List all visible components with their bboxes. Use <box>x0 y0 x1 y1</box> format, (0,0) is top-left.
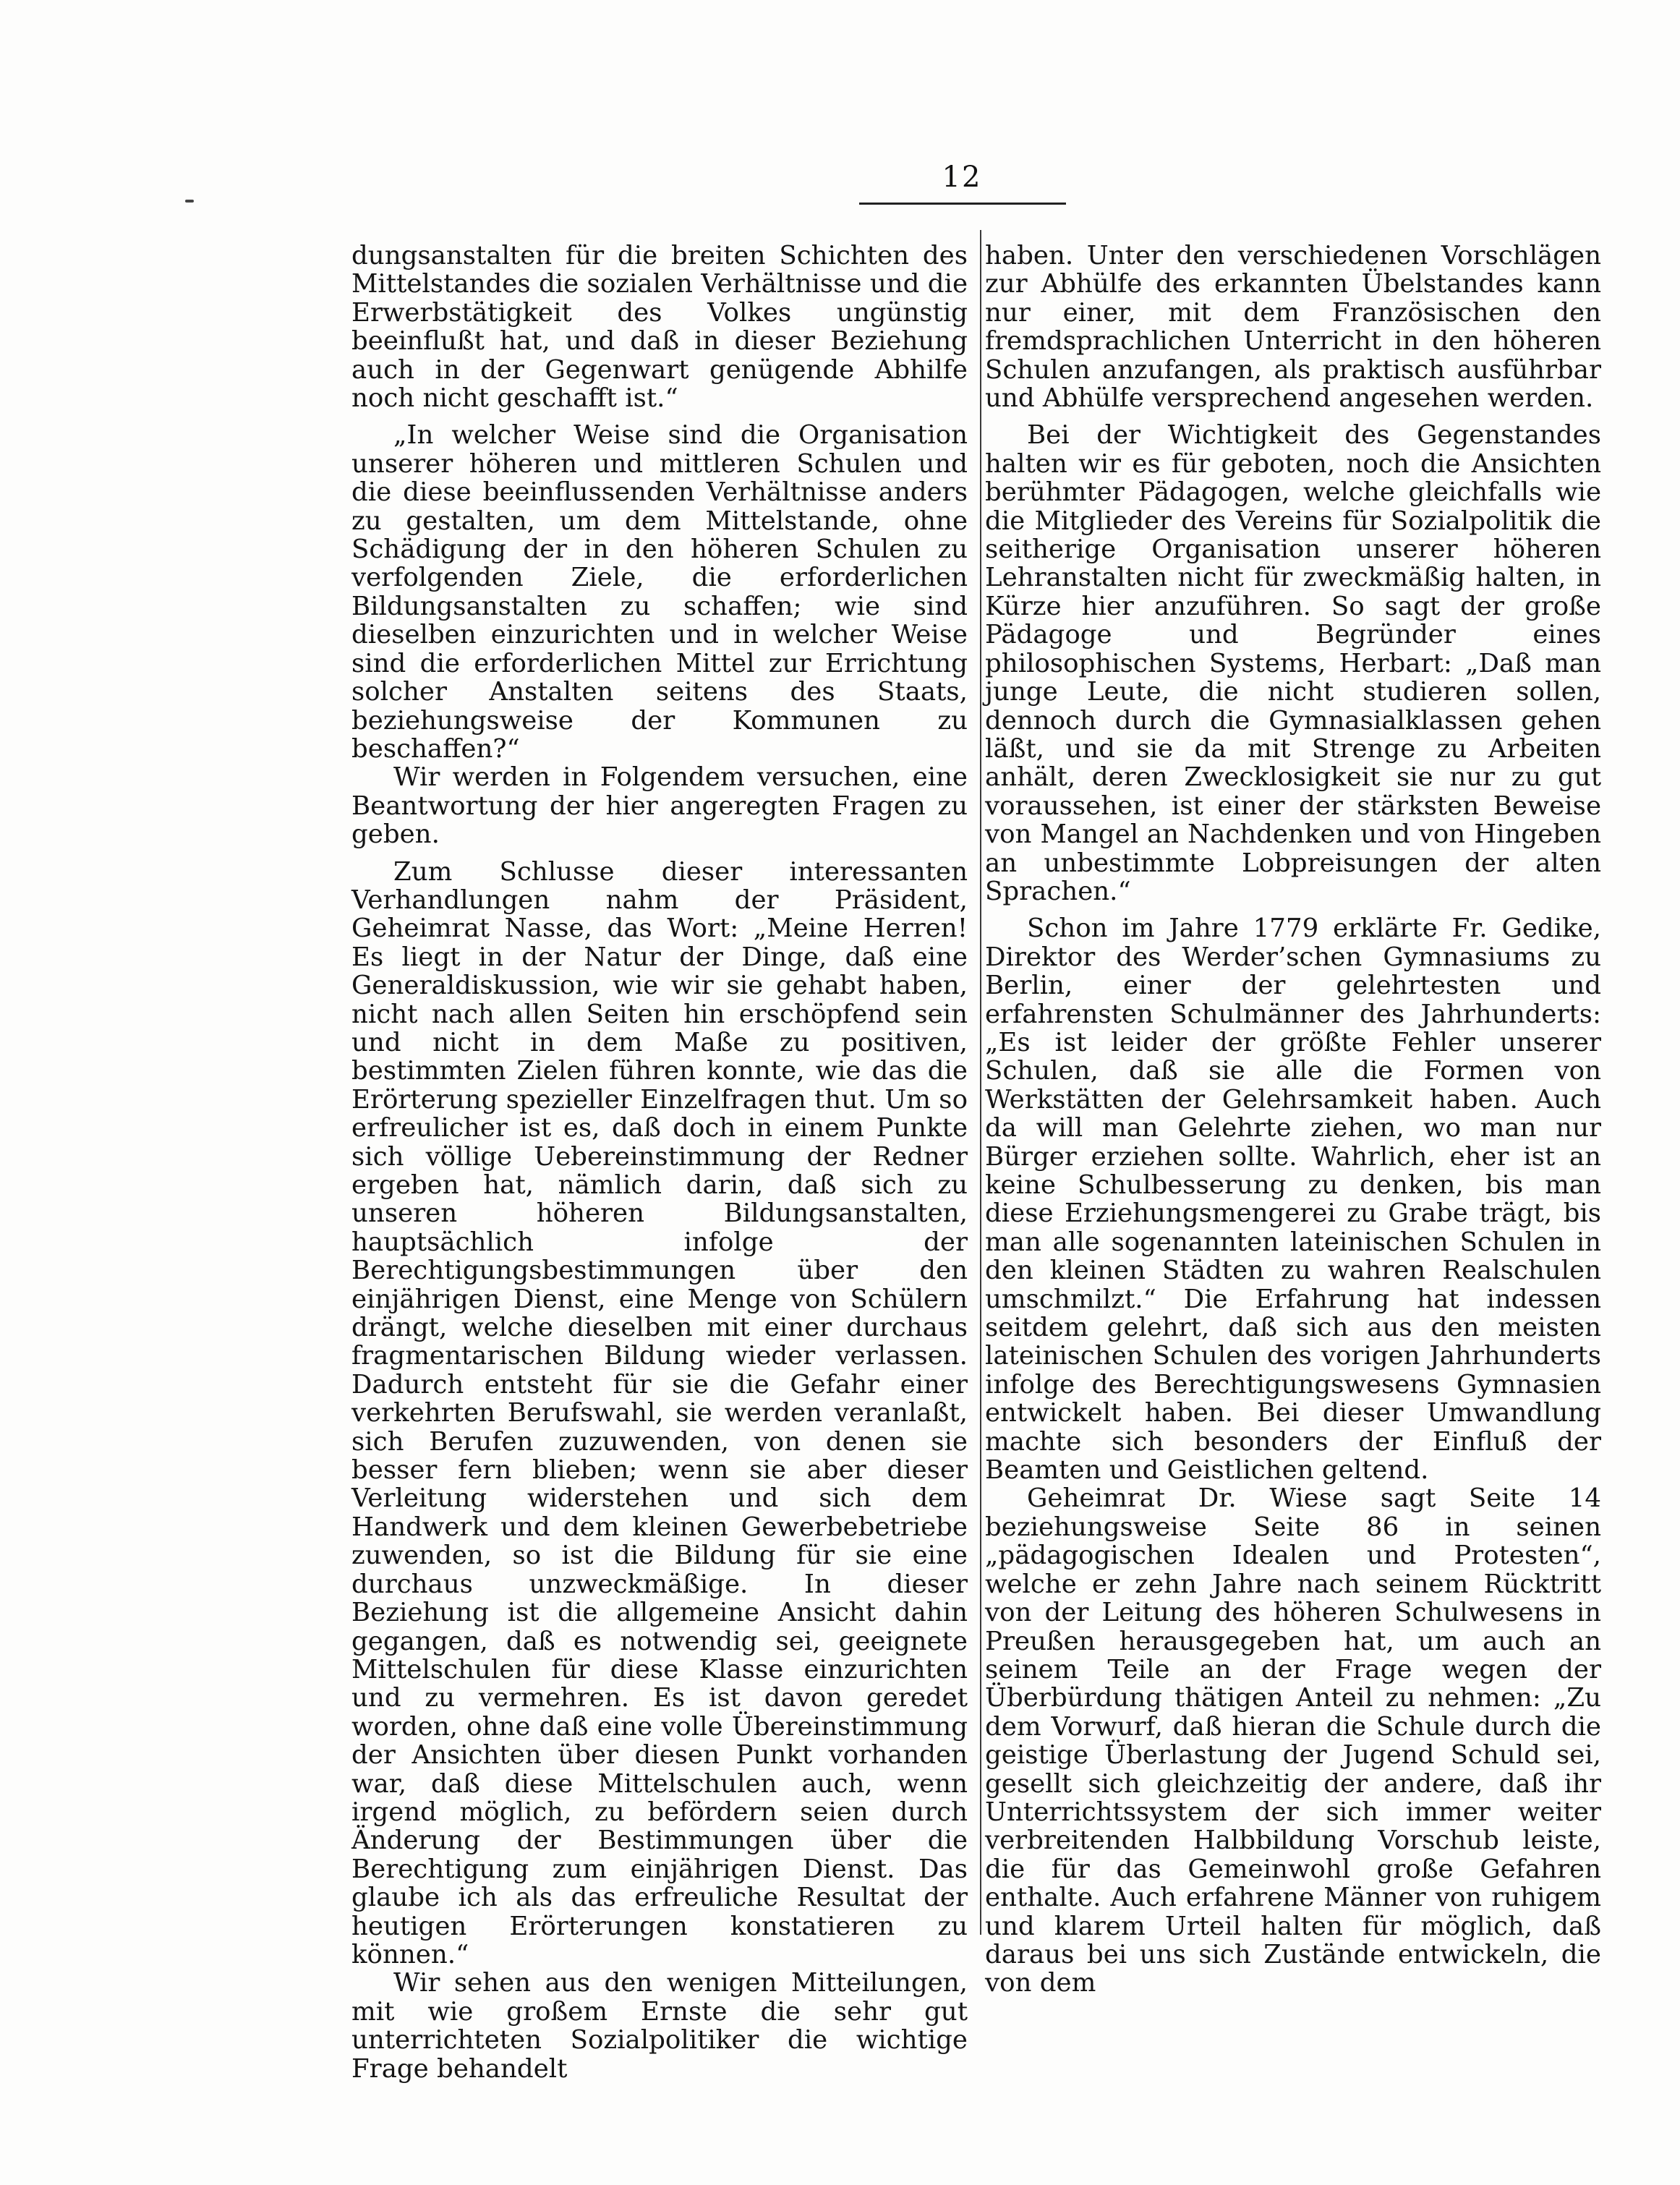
right-paragraph-3: Schon im Jahre 1779 erklärte Fr. Gedike, Direktor des Werder’schen Gymnasiums zu Berlin, einer der gelehrtesten und erfahrensten Schulmänner des Jahrhunderts: „Es ist leider der größte Fehler unserer Schulen, daß sie alle die Formen von Werkstätten der Gelehrsamkeit haben. Auch da will man Gelehrte ziehen, wo man nur Bürger erziehen sollte. Wahrlich, eher ist an keine Schulbesserung zu denken, bis man diese Erziehungsmengerei zu Grabe trägt, bis man alle sogenannten lateinischen Schulen in den kleinen Städten zu wahren Realschulen umschmilzt.“ Die Erfahrung hat indessen seitdem gelehrt, daß sich aus den meisten lateinischen Schulen des vorigen Jahrhunderts infolge des Berechtigungswesens Gymnasien entwickelt haben. Bei dieser Umwandlung machte sich besonders der Einfluß der Beamten und Geistlichen geltend. <box>985 913 1601 1486</box>
left-column <box>351 242 968 2083</box>
right-paragraph-4: Geheimrat Dr. Wiese sagt Seite 14 beziehungsweise Seite 86 in seinen „pädagogischen Idealen und Protesten“, welche er zehn Jahre nach seinem Rücktritt von der Leitung des höheren Schulwesens in Preußen herausgegeben hat, um auch an seinem Teile an der Frage wegen der Überbürdung thätigen Anteil zu nehmen: „Zu dem Vorwurf, daß hieran die Schule durch die geistige Überlastung der Jugend Schuld sei, gesellt sich gleichzeitig der andere, daß ihr Unterrichtssystem der sich immer weiter verbreitenden Halbbildung Vorschub leiste, die für das Gemeinwohl große Gefahren enthalte. Auch erfahrene Männer von ruhigem und klarem Urteil halten für möglich, daß daraus bei uns sich Zustände entwickeln, die von dem <box>985 1483 1601 1998</box>
left-paragraph-2: „In welcher Weise sind die Organisation unserer höheren und mittleren Schulen und die diese beeinflussenden Verhältnisse anders zu gestalten, um dem Mittelstande, ohne Schädigung der in den höheren Schulen zu verfolgenden Ziele, die erforderlichen Bildungsanstalten zu schaffen; wie sind dieselben einzurichten und in welcher Weise sind die erforderlichen Mittel zur Errichtung solcher Anstalten seitens des Staats, beziehungsweise der Kommunen zu beschaffen?“ <box>351 420 968 764</box>
left-paragraph-4: Zum Schlusse dieser interessanten Verhandlungen nahm der Präsident, Geheimrat Nasse, das Wort: „Meine Herren! Es liegt in der Natur der Dinge, daß eine Generaldiskussion, wie wir sie gehabt haben, nicht nach allen Seiten hin erschöpfend sein und nicht in dem Maße zu positiven, bestimmten Zielen führen konnte, wie das die Erörterung spezieller Einzelfragen thut. Um so erfreulicher ist es, daß doch in einem Punkte sich völlige Uebereinstimmung der Redner ergeben hat, nämlich darin, daß sich zu unseren höheren Bildungsanstalten, hauptsächlich infolge der Berechtigungsbestimmungen über den einjährigen Dienst, eine Menge von Schülern drängt, welche dieselben mit einer durchaus fragmentarischen Bildung wieder verlassen. Dadurch entsteht für sie die Gefahr einer verkehrten Berufswahl, sie werden veranlaßt, sich Berufen zuzuwenden, von denen sie besser fern blieben; wenn sie aber dieser Verleitung widerstehen und sich dem Handwerk und dem kleinen Gewerbebetriebe zuwenden, so ist die Bildung für sie eine durchaus unzweckmäßige. In dieser Beziehung ist die allgemeine Ansicht dahin gegangen, daß es notwendig sei, geeignete Mittelschulen für diese Klasse einzurichten und zu vermehren. Es ist davon geredet worden, ohne daß eine volle Übereinstimmung der Ansichten über diesen Punkt vorhanden war, daß diese Mittelschulen auch, wenn irgend möglich, zu befördern seien durch Änderung der Bestimmungen über die Berechtigung zum einjährigen Dienst. Das glaube ich als das erfreuliche Resultat der heutigen Erörterungen konstatieren zu können.“ <box>351 856 968 1969</box>
right-paragraph-2: Bei der Wichtigkeit des Gegenstandes halten wir es für geboten, noch die Ansichten berühmter Pädagogen, welche gleichfalls wie die Mitglieder des Vereins für Sozialpolitik die seitherige Organisation unserer höheren Lehranstalten nicht für zweckmäßig halten, in Kürze hier anzuführen. So sagt der große Pädagoge und Begründer eines philosophischen Systems, Herbart: „Daß man junge Leute, die nicht studieren sollen, dennoch durch die Gymnasialklassen gehen läßt, und sie da mit Strenge zu Arbeiten anhält, deren Zwecklosigkeit sie nur zu gut voraussehen, ist einer der stärksten Beweise von Mangel an Nachdenken und von Hingeben an unbestimmte Lobpreisungen der alten Sprachen.“ <box>985 420 1601 906</box>
right-column <box>985 242 1601 1998</box>
margin-mark <box>185 200 194 203</box>
left-paragraph-3: Wir werden in Folgendem versuchen, eine Beantwortung der hier angeregten Fragen zu geben. <box>351 762 968 850</box>
left-paragraph-5: Wir sehen aus den wenigen Mitteilungen, mit wie großem Ernste die sehr gut unterrichteten Sozialpolitiker die wichtige Frage behandelt <box>351 1968 968 2084</box>
column-divider <box>980 230 981 1935</box>
page-number: 12 <box>942 161 982 194</box>
page-number-rule <box>859 203 1066 205</box>
left-paragraph-1: dungsanstalten für die breiten Schichten des Mittelstandes die sozialen Verhältnisse und die Erwerbstätigkeit des Volkes ungünstig beeinflußt hat, und daß in dieser Beziehung auch in der Gegenwart genügende Abhilfe noch nicht geschafft ist.“ <box>351 241 968 414</box>
right-paragraph-1: haben. Unter den verschiedenen Vorschlägen zur Abhülfe des erkannten Übelstandes kann nur einer, mit dem Französischen den fremdsprachlichen Unterricht in den höheren Schulen anzufangen, als praktisch ausführbar und Abhülfe versprechend angesehen werden. <box>985 241 1601 414</box>
